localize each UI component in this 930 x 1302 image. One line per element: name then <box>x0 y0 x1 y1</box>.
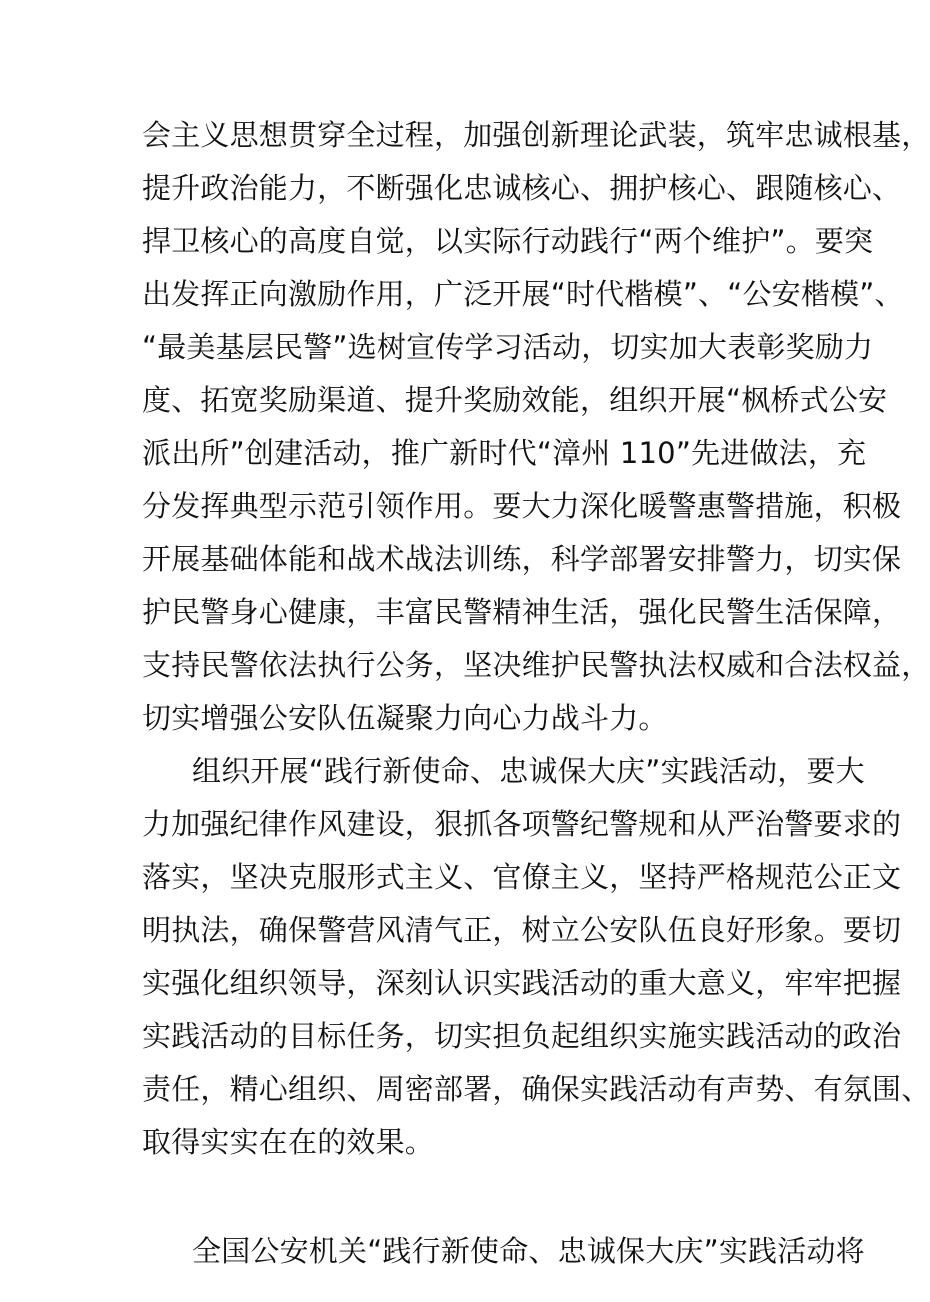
paragraph-line: 取得实实在在的效果。 <box>142 1125 435 1159</box>
paragraph-line: 落实，坚决克服形式主义、官僚主义，坚持严格规范公正文 <box>142 860 902 894</box>
paragraph-line: 会主义思想贯穿全过程，加强创新理论武装，筑牢忠诚根基， <box>142 118 930 152</box>
paragraph-line: 派出所”创建活动，推广新时代“漳州 110”先进做法，充 <box>142 436 867 470</box>
paragraph-line: 分发挥典型示范引领作用。要大力深化暖警惠警措施，积极 <box>142 489 902 523</box>
paragraph-line: 力加强纪律作风建设，狠抓各项警纪警规和从严治警要求的 <box>142 807 902 841</box>
paragraph-line-indented: 组织开展“践行新使命、忠诚保大庆”实践活动，要大 <box>192 754 865 788</box>
paragraph-line: 护民警身心健康，丰富民警精神生活，强化民警生活保障， <box>142 595 902 629</box>
paragraph-line: 明执法，确保警营风清气正，树立公安队伍良好形象。要切 <box>142 913 902 947</box>
paragraph-line: 责任，精心组织、周密部署，确保实践活动有声势、有氛围、 <box>142 1072 930 1106</box>
paragraph-line: 实强化组织领导，深刻认识实践活动的重大意义，牢牢把握 <box>142 966 902 1000</box>
paragraph-line: “最美基层民警”选树宣传学习活动，切实加大表彰奖励力 <box>142 330 874 364</box>
paragraph-line-indented: 全国公安机关“践行新使命、忠诚保大庆”实践活动将 <box>192 1234 865 1268</box>
paragraph-line: 支持民警依法执行公务，坚决维护民警执法权威和合法权益， <box>142 648 930 682</box>
paragraph-line: 出发挥正向激励作用，广泛开展“时代楷模”、“公安楷模”、 <box>142 277 904 311</box>
paragraph-line: 提升政治能力，不断强化忠诚核心、拥护核心、跟随核心、 <box>142 171 902 205</box>
paragraph-line: 捍卫核心的高度自觉，以实际行动践行“两个维护”。要突 <box>142 224 874 258</box>
paragraph-line: 切实增强公安队伍凝聚力向心力战斗力。 <box>142 701 668 735</box>
paragraph-line: 度、拓宽奖励渠道、提升奖励效能，组织开展“枫桥式公安 <box>142 383 888 417</box>
paragraph-line: 开展基础体能和战术战法训练，科学部署安排警力，切实保 <box>142 542 902 576</box>
paragraph-line: 实践活动的目标任务，切实担负起组织实施实践活动的政治 <box>142 1019 902 1053</box>
